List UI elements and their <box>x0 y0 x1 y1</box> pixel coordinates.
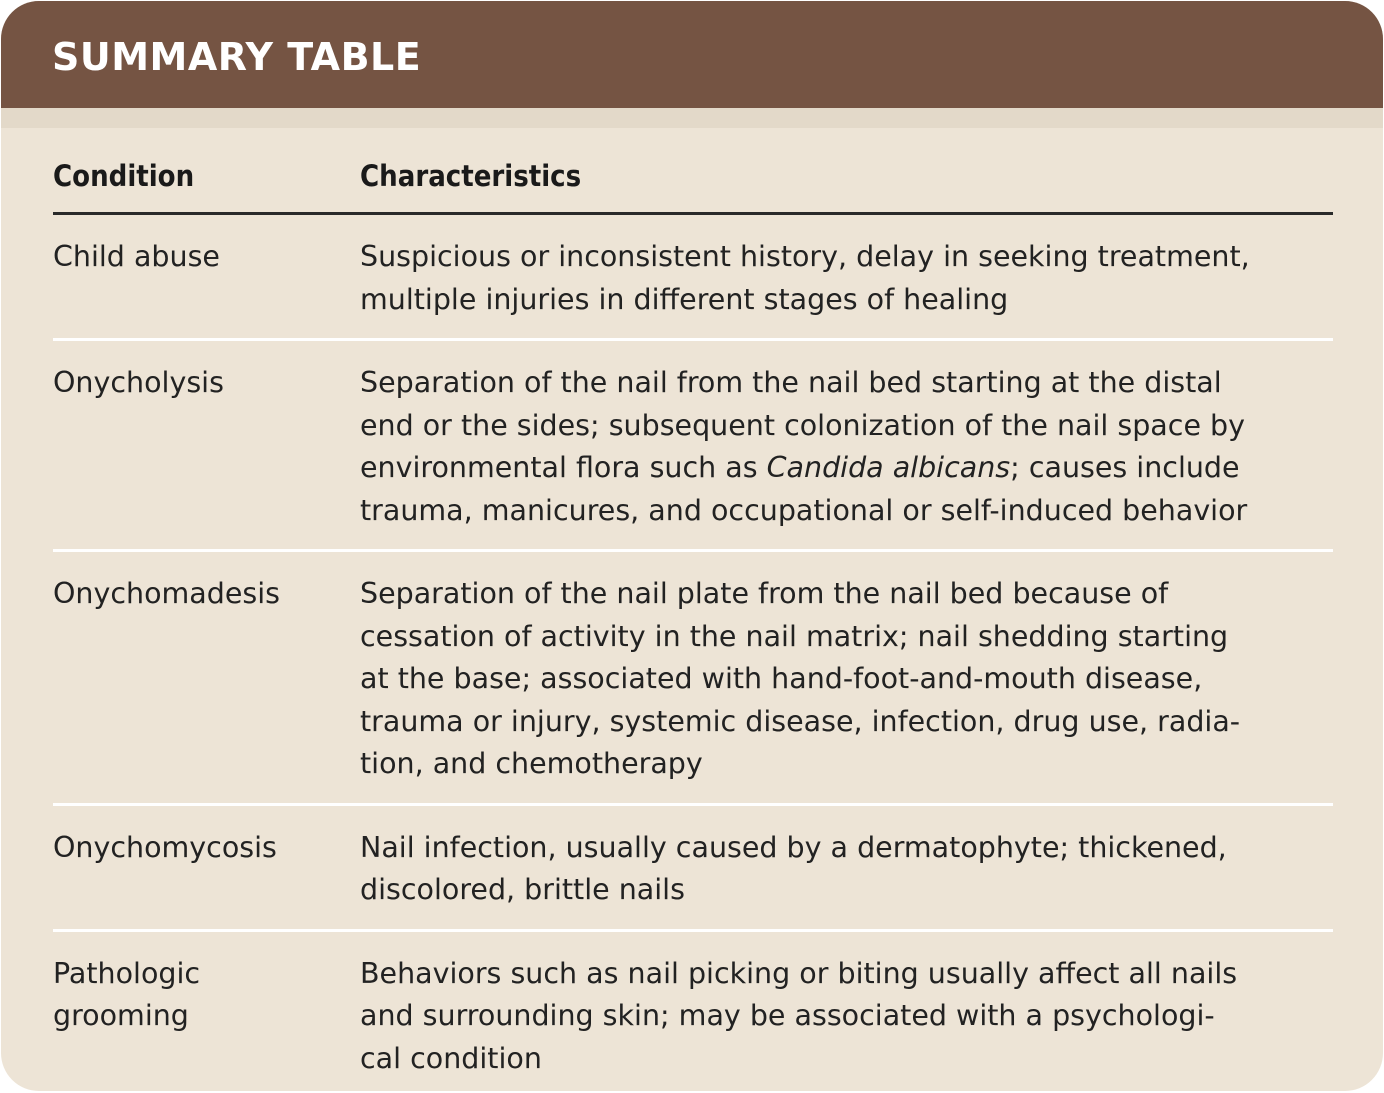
table-row <box>53 804 1333 930</box>
column-header-condition: Condition <box>53 128 360 214</box>
condition-cell <box>53 930 360 1091</box>
table-row <box>53 214 1333 340</box>
conditions-table <box>53 128 1333 1091</box>
column-header-characteristics: Characteristics <box>360 128 1333 214</box>
characteristics-text: Separation of the nail plate from the nail bed because of cessation of activity in the nail matrix; nail shedding starting at the base; associated with hand-foot-and-mouth disease, trauma or injury, systemic disease, infection, drug use, radia- tion, and chemotherapy <box>360 577 1241 780</box>
characteristics-text: Behaviors such as nail picking or biting usually affect all nails and surrounding skin; may be associated with a psychologi- cal condition <box>360 956 1238 1075</box>
condition-cell <box>53 340 360 551</box>
table-header-row <box>53 128 1333 214</box>
condition-text: Onychomycosis <box>53 830 277 864</box>
characteristics-cell <box>360 804 1333 930</box>
characteristics-cell <box>360 551 1333 805</box>
characteristics-text: Suspicious or inconsistent history, delay in seeking treatment, multiple injuries in different stages of healing <box>360 240 1250 316</box>
table-row <box>53 340 1333 551</box>
condition-text: Pathologic grooming <box>53 956 201 1032</box>
summary-table-card <box>1 1 1383 1091</box>
characteristics-cell <box>360 214 1333 340</box>
condition-cell <box>53 551 360 805</box>
characteristics-text: Nail infection, usually caused by a dermatophyte; thickened, discolored, brittle nails <box>360 830 1227 906</box>
condition-text: Onycholysis <box>53 366 224 399</box>
table-row <box>53 551 1333 805</box>
condition-text: Onychomadesis <box>53 577 280 610</box>
organism-name: Candida albicans <box>766 451 1011 484</box>
summary-table-header <box>1 1 1383 108</box>
characteristics-text <box>360 362 1333 532</box>
characteristics-text-part: ; causes include trauma, manicures, and occupational or self-induced behavior <box>360 451 1248 527</box>
summary-table-title: SUMMARY TABLE <box>52 35 422 79</box>
characteristics-cell <box>360 340 1333 551</box>
header-underband <box>1 108 1383 128</box>
condition-cell <box>53 214 360 340</box>
table-container <box>53 128 1333 1091</box>
table-row <box>53 930 1333 1091</box>
condition-cell <box>53 804 360 930</box>
characteristics-cell <box>360 930 1333 1091</box>
characteristics-text-part: Separation of the nail from the nail bed starting at the distal end or the sides; subsequent colonization of the nail space by environmental flora such as <box>360 366 1245 484</box>
condition-text: Child abuse <box>53 240 220 273</box>
